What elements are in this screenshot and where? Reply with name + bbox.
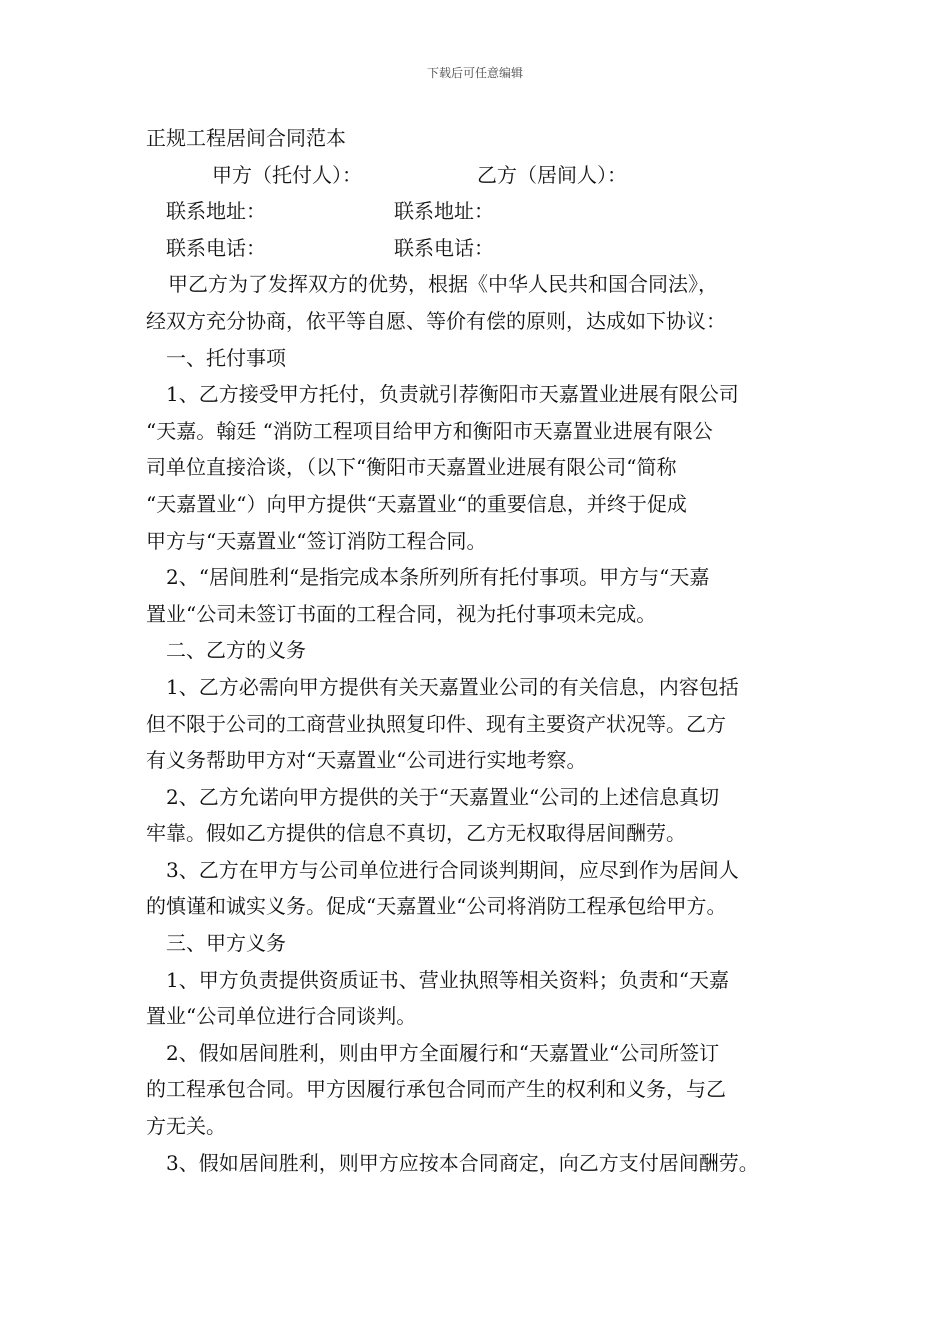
party-row [146, 157, 814, 194]
address-a-label: 联系地址： [166, 199, 266, 224]
paragraph-line: 的工程承包合同。甲方因履行承包合同而产生的权利和义务，与乙 [146, 1077, 726, 1102]
party-b-label: 乙方（居间人）： [477, 162, 627, 187]
paragraph-line: 有义务帮助甲方对“天嘉置业“公司进行实地考察。 [146, 748, 587, 773]
document-title: 正规工程居间合同范本 [146, 126, 346, 150]
paragraph-line: 1、甲方负责提供资质证书、营业执照等相关资料；负责和“天嘉 [166, 967, 729, 992]
phone-row [146, 230, 814, 267]
section-heading: 二、乙方的义务 [166, 638, 306, 663]
paragraph-line: 置业“公司单位进行合同谈判。 [146, 1004, 417, 1029]
paragraph-line: 2、假如居间胜利，则由甲方全面履行和“天嘉置业“公司所签订 [166, 1040, 720, 1065]
document-body [146, 120, 814, 1181]
paragraph-line: 牢靠。假如乙方提供的信息不真切，乙方无权取得居间酬劳。 [146, 821, 686, 846]
paragraph-line: 的慎谨和诚实义务。促成“天嘉置业“公司将消防工程承包给甲方。 [146, 894, 727, 919]
paragraph-line: 1、乙方必需向甲方提供有关天嘉置业公司的有关信息，内容包括 [166, 674, 739, 699]
paragraph-line: 但不限于公司的工商营业执照复印件、现有主要资产状况等。乙方 [146, 711, 726, 736]
paragraph-line: 3、假如居间胜利，则甲方应按本合同商定，向乙方支付居间酬劳。 [166, 1150, 759, 1175]
paragraph-line: “天嘉。翰廷 “消防工程项目给甲方和衡阳市天嘉置业进展有限公 [146, 418, 713, 443]
paragraph-line: 2、乙方允诺向甲方提供的关于“天嘉置业“公司的上述信息真切 [166, 784, 720, 809]
address-row [146, 193, 814, 230]
phone-a-label: 联系电话： [166, 235, 266, 260]
intro-line: 经双方充分协商，依平等自愿、等价有偿的原则，达成如下协议： [146, 308, 726, 333]
paragraph-line: 3、乙方在甲方与公司单位进行合同谈判期间，应尽到作为居间人 [166, 857, 739, 882]
paragraph-line: 甲方与“天嘉置业“签订消防工程合同。 [146, 528, 487, 553]
intro-line: 甲乙方为了发挥双方的优势，根据《中华人民共和国合同法》， [168, 272, 718, 297]
phone-b-label: 联系电话： [394, 235, 494, 260]
paragraph-line: 司单位直接洽谈，（以下“衡阳市天嘉置业进展有限公司“简称 [146, 455, 677, 480]
paragraph-line: 2、“居间胜利“是指完成本条所列所有托付事项。甲方与“天嘉 [166, 565, 710, 590]
paragraph-line: 置业“公司未签订书面的工程合同，视为托付事项未完成。 [146, 601, 657, 626]
page-header: 下载后可任意编辑 [426, 66, 523, 80]
section-heading: 一、托付事项 [166, 345, 286, 370]
paragraph-line: 方无关。 [146, 1114, 226, 1139]
section-heading: 三、甲方义务 [166, 931, 286, 956]
paragraph-line: 1、乙方接受甲方托付，负责就引荐衡阳市天嘉置业进展有限公司 [166, 382, 739, 407]
address-b-label: 联系地址： [394, 199, 494, 224]
paragraph-line: “天嘉置业“）向甲方提供“天嘉置业“的重要信息，并终于促成 [146, 491, 687, 516]
party-a-label: 甲方（托付人）： [212, 162, 362, 187]
